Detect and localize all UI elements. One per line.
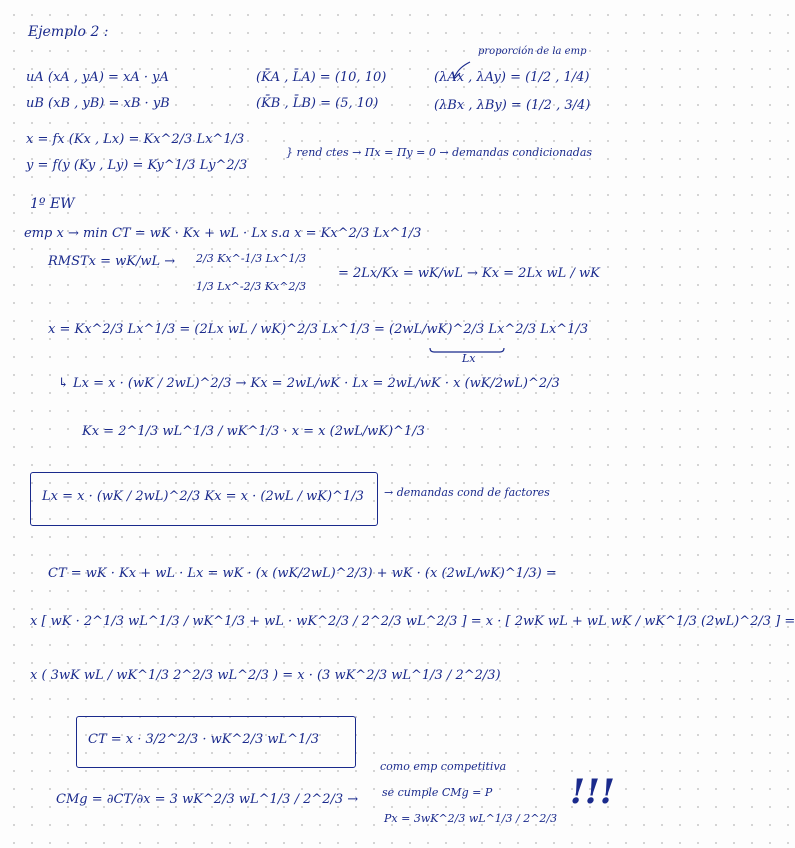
- substitution-underbrace: Lx: [462, 352, 476, 365]
- page-title: Ejemplo 2 :: [28, 24, 109, 40]
- endowment-b: (K̄B , L̄B) = (5, 10): [256, 96, 379, 111]
- cmg-note: se cumple CMg = P: [382, 786, 493, 799]
- annotation-proportion: proporción de la emp: [478, 46, 587, 57]
- boxed-demands: Lx = x · (wK / 2wL)^2/3 Kx = x · (2wL / wK)^1/3: [42, 489, 364, 504]
- kx-derivation: Kx = 2^1/3 wL^1/3 / wK^1/3 · x = x (2wL/wK)^1/3: [82, 424, 425, 439]
- utility-b: uB (xB , yB) = xB · yB: [26, 96, 170, 111]
- boxed-cost: CT = x · 3/2^2/3 · wK^2/3 wL^1/3: [88, 732, 319, 747]
- production-x: x = fx (Kx , Lx) = Kx^2/3 Lx^1/3: [26, 132, 245, 147]
- rmst-fraction-numerator: 2/3 Kx^-1/3 Lx^1/3: [196, 252, 307, 265]
- cost-line-3: x ( 3wK wL / wK^1/3 2^2/3 wL^2/3 ) = x · (3 wK^2/3 wL^1/3 / 2^2/3): [30, 668, 501, 683]
- firm-problem: emp x → min CT = wK · Kx + wL · Lx s.a x = Kx^2/3 Lx^1/3: [24, 226, 422, 241]
- rmst-rhs: = 2Lx/Kx = wK/wL → Kx = 2Lx wL / wK: [338, 266, 600, 281]
- share-a: (λAx , λAy) = (1/2 , 1/4): [434, 70, 590, 85]
- utility-a: uA (xA , yA) = xA · yA: [26, 70, 169, 85]
- price-line: Px = 3wK^2/3 wL^1/3 / 2^2/3: [384, 812, 558, 825]
- competitive-note: como emp competitiva: [380, 760, 507, 773]
- substitution-line: x = Kx^2/3 Lx^1/3 = (2Lx wL / wK)^2/3 Lx^1/3 = (2wL/wK)^2/3 Lx^2/3 Lx^1/3: [48, 322, 589, 337]
- exclamation-marks: !!!: [570, 772, 615, 812]
- returns-note: } rend ctes → Πx = Πy = 0 → demandas condicionadas: [286, 146, 593, 159]
- cost-line-2: x [ wK · 2^1/3 wL^1/3 / wK^1/3 + wL · wK^2/3 / 2^2/3 wL^2/3 ] = x · [ 2wK wL + wL wK / wK^1/3 (2wL)^2/3 ] =: [30, 614, 795, 629]
- rmst-lhs: RMSTx = wK/wL →: [48, 254, 176, 269]
- lx-derivation: ↳ Lx = x · (wK / 2wL)^2/3 → Kx = 2wL/wK · Lx = 2wL/wK · x (wK/2wL)^2/3: [58, 376, 560, 391]
- endowment-a: (K̄A , L̄A) = (10, 10): [256, 70, 387, 85]
- section-heading: 1º EW: [30, 196, 75, 212]
- demand-note: → demandas cond de factores: [384, 486, 550, 499]
- share-b: (λBx , λBy) = (1/2 , 3/4): [434, 98, 591, 113]
- cost-line-1: CT = wK · Kx + wL · Lx = wK · (x (wK/2wL)^2/3) + wK · (x (2wL/wK)^1/3) =: [48, 566, 557, 581]
- production-y: y = f(y (Ky , Ly) = Ky^1/3 Ly^2/3: [26, 158, 248, 173]
- rmst-fraction-denominator: 1/3 Lx^-2/3 Kx^2/3: [196, 280, 307, 293]
- marginal-cost-line: CMg = ∂CT/∂x = 3 wK^2/3 wL^1/3 / 2^2/3 →: [56, 792, 359, 807]
